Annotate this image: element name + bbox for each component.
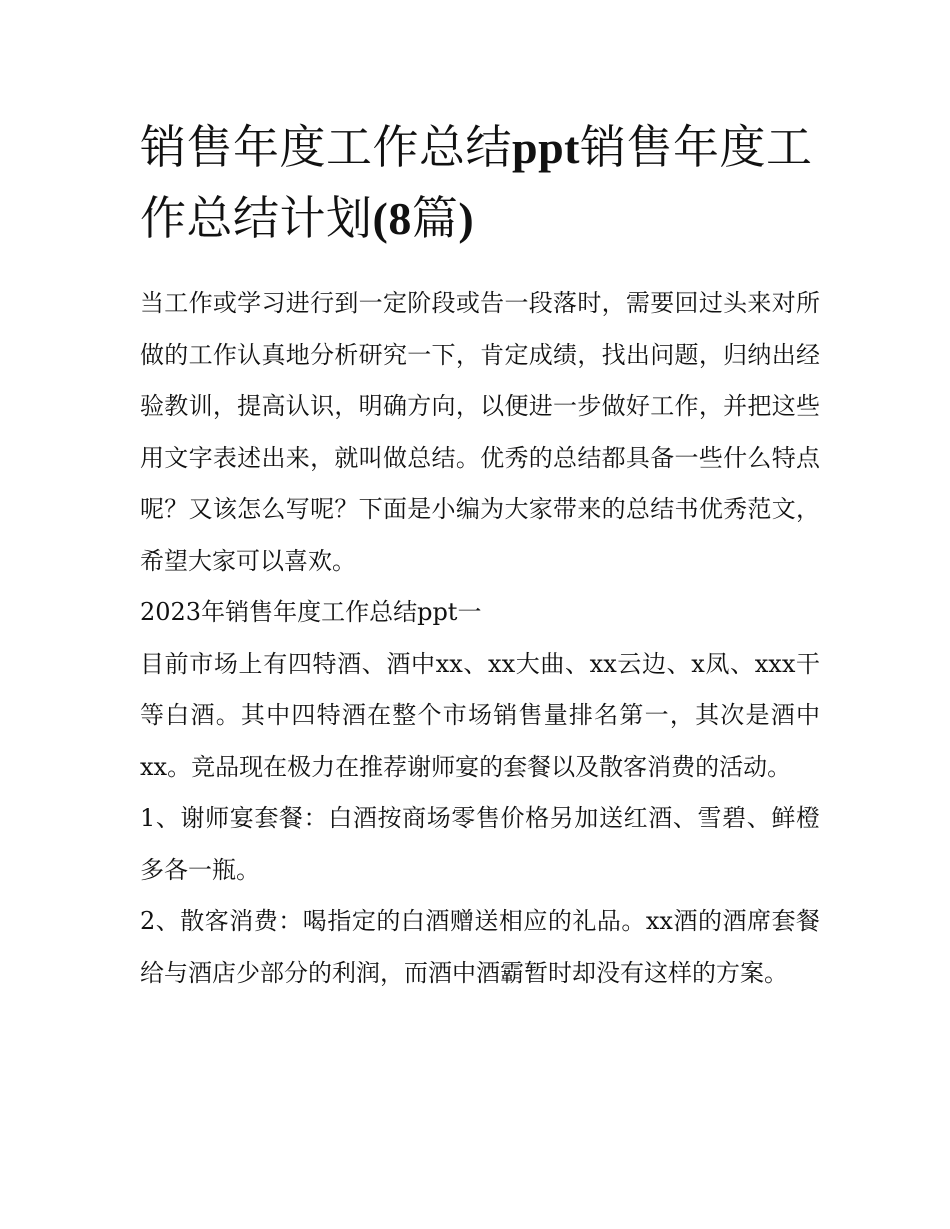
title-text-close: ) <box>458 193 475 244</box>
document-title <box>140 112 820 254</box>
list-item-1: 1、谢师宴套餐：白酒按商场零售价格另加送红酒、雪碧、鲜橙多各一瓶。 <box>140 804 820 884</box>
title-text-ppt: ppt <box>512 122 580 173</box>
title-text-2: 销售年度工作总结计划 <box>140 120 813 245</box>
market-paragraph: 目前市场上有四特酒、酒中xx、xx大曲、xx云边、x凤、xxx干等白酒。其中四特酒在整个市场销售量排名第一，其次是酒中xx。竞品现在极力在推荐谢师宴的套餐以及散客消费的活动。 <box>140 649 820 781</box>
section-heading: 2023年销售年度工作总结ppt一 <box>140 598 482 626</box>
title-text-count: (8 <box>372 193 412 244</box>
intro-paragraph: 当工作或学习进行到一定阶段或告一段落时，需要回过头来对所做的工作认真地分析研究一下，肯定成绩，找出问题，归纳出经验教训，提高认识，明确方向，以便进一步做好工作，并把这些用文字表述出来，就叫做总结。优秀的总结都具备一些什么特点呢？又该怎么写呢？下面是小编为大家带来的总结书优秀范文，希望大家可以喜欢。 <box>140 289 820 575</box>
title-text-1: 销售年度工作总结 <box>140 120 512 174</box>
document-page <box>140 112 820 999</box>
list-item-2: 2、散客消费：喝指定的白酒赠送相应的礼品。xx酒的酒席套餐给与酒店少部分的利润，而酒中酒霸暂时却没有这样的方案。 <box>140 907 820 987</box>
title-text-3: 篇 <box>411 191 459 245</box>
